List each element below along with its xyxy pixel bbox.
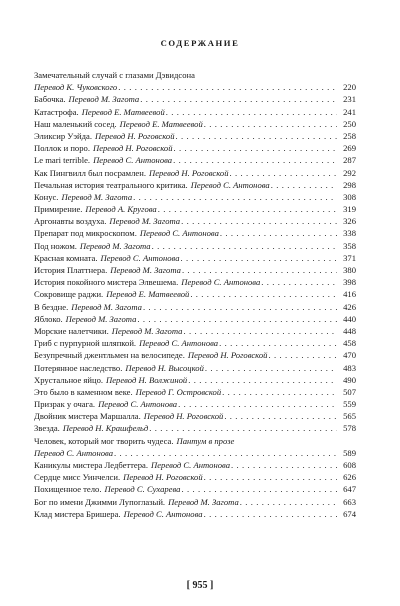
toc-entry	[34, 142, 356, 154]
toc-entry-translator: Перевод М. Загота	[109, 216, 181, 227]
toc-entry-translator: Перевод С. Антонова	[98, 399, 178, 410]
toc-entry-line	[34, 252, 356, 264]
dot-leader	[224, 410, 337, 422]
toc-entry-page: 292	[343, 167, 356, 178]
toc-entry-title: Призрак у очага.	[34, 399, 96, 410]
toc-entry-page: 565	[343, 411, 356, 422]
toc-entry	[34, 386, 356, 398]
toc-entry-title: Сокровище раджи.	[34, 289, 104, 300]
toc-entry-page: 398	[343, 277, 356, 288]
toc-entry-translator: Перевод С. Антонова	[190, 179, 270, 190]
dot-leader	[204, 471, 337, 483]
dot-leader	[140, 93, 337, 105]
toc-entry-line	[34, 93, 356, 105]
toc-entry-translator: Перевод С. Антонова	[34, 447, 114, 458]
toc-entry-line	[34, 215, 356, 227]
toc-entry	[34, 179, 356, 191]
dot-leader	[220, 227, 337, 239]
toc-entry-page: 470	[343, 350, 356, 361]
toc-entry-page: 258	[343, 130, 356, 141]
toc-entry	[34, 422, 356, 434]
page-number: [ 955 ]	[186, 580, 214, 591]
toc-entry	[34, 410, 356, 422]
toc-entry-line	[34, 118, 356, 130]
toc-entry-page: 308	[343, 191, 356, 202]
toc-entry-line	[34, 496, 356, 508]
toc-entry-page: 440	[343, 313, 356, 324]
toc-entry-translator: Перевод С. Антонова	[100, 252, 180, 263]
toc-entry-translator: Перевод М. Загота	[168, 496, 239, 507]
toc-entry	[34, 118, 356, 130]
toc-entry-translator: Перевод Н. Роговской	[94, 130, 175, 141]
toc-entry-title: Наш маленький сосед.	[34, 118, 117, 129]
toc-entry-line	[34, 325, 356, 337]
dot-leader	[188, 374, 337, 386]
toc-entry	[34, 93, 356, 105]
toc-entry-title: Аргонавты воздуха.	[34, 216, 107, 227]
dot-leader	[118, 81, 337, 93]
toc-entry-translator: Перевод С. Антонова	[93, 155, 173, 166]
toc-entry-line	[34, 203, 356, 215]
toc-entry-page: 490	[343, 374, 356, 385]
toc-entry-title: Клад мистера Бришера.	[34, 508, 121, 519]
dot-leader	[205, 362, 337, 374]
toc-entry-title: Хрустальное яйцо.	[34, 374, 104, 385]
toc-entry-translator: Перевод М. Загота	[61, 191, 133, 202]
dot-leader	[181, 483, 337, 495]
toc-entry	[34, 69, 356, 93]
toc-entry-title: Каникулы мистера Ледбеттера.	[34, 460, 148, 470]
dot-leader	[152, 240, 337, 252]
toc-entry-translator: Перевод С. Антонова	[181, 277, 261, 288]
dot-leader	[176, 130, 337, 142]
toc-entry-translator: Перевод М. Загота	[68, 94, 140, 105]
dot-leader	[178, 398, 337, 410]
toc-entry	[34, 337, 356, 349]
toc-entry-translator: Перевод С. Антонова	[151, 460, 231, 470]
toc-entry-line	[34, 106, 356, 118]
toc-entry-line	[34, 154, 356, 166]
toc-entry-page: 269	[343, 143, 356, 154]
toc-entry-page: 608	[343, 460, 356, 470]
toc-entry-line	[34, 301, 356, 313]
toc-entry-page: 250	[343, 118, 356, 129]
toc-entry-translator: Перевод Н. Роговской	[92, 143, 173, 154]
toc-entry-page: 647	[343, 484, 356, 495]
toc-entry-line	[34, 459, 356, 471]
dot-leader	[204, 508, 337, 520]
dot-leader	[219, 337, 337, 349]
toc-entry	[34, 167, 356, 179]
toc-entry-title: Примирение.	[34, 204, 83, 215]
toc-entry-title: Двойник мистера Маршалла.	[34, 411, 141, 422]
toc-entry-page: 371	[343, 252, 356, 263]
dot-leader	[261, 276, 337, 288]
toc-entry-translator-line	[34, 81, 356, 93]
toc-entry	[34, 483, 356, 495]
toc-entry	[34, 191, 356, 203]
toc-entry-line	[34, 483, 356, 495]
toc-entry-translator: Перевод Н. Волжиной	[106, 374, 188, 385]
toc-entry	[34, 508, 356, 520]
dot-leader	[137, 313, 337, 325]
toc-entry	[34, 435, 356, 459]
toc-entry-translator: Перевод С. Антонова	[139, 338, 219, 349]
toc-entry-line	[34, 191, 356, 203]
toc-entry-title: Яблоко.	[34, 313, 63, 324]
toc-entry-title: Звезда.	[34, 423, 60, 434]
toc-entry	[34, 252, 356, 264]
toc-entry	[34, 227, 356, 239]
toc-entry-page: 338	[343, 228, 356, 239]
toc-entry-translator: Перевод М. Загота	[111, 325, 183, 336]
dot-leader	[268, 349, 337, 361]
toc-entry-title: Le mari terrible.	[34, 155, 91, 166]
toc-entry-page: 448	[343, 325, 356, 336]
toc-entry-line	[34, 337, 356, 349]
toc-entry-translator: Перевод М. Загота	[65, 313, 137, 324]
toc-entry	[34, 154, 356, 166]
toc-entry-translator: Перевод Н. Роговской	[187, 350, 268, 361]
toc-entry-page: 483	[343, 362, 356, 373]
toc-entry-page: 358	[343, 240, 356, 251]
toc-entry-translator: Перевод С. Антонова	[123, 508, 203, 519]
toc-entry-title: Эликсир Уэйда.	[34, 130, 92, 141]
dot-leader	[271, 179, 337, 191]
toc-entry-title: Сердце мисс Уинчелси.	[34, 472, 121, 483]
toc-entry-page: 559	[343, 399, 356, 410]
dot-leader	[133, 191, 337, 203]
toc-entry-translator-line	[34, 447, 356, 459]
toc-entry-title: Гриб с пурпурной шляпкой.	[34, 338, 137, 349]
toc-entry-title-line	[34, 435, 356, 447]
toc-entry	[34, 301, 356, 313]
toc-entry-page: 220	[343, 82, 356, 93]
toc-entry	[34, 349, 356, 361]
dot-leader	[158, 203, 337, 215]
toc-entry	[34, 362, 356, 374]
toc-entry-translator: Перевод Н. Высоцкой	[125, 362, 204, 373]
toc-entry	[34, 374, 356, 386]
toc-entry	[34, 215, 356, 227]
toc-entry-page: 241	[343, 106, 356, 117]
toc-entry-line	[34, 313, 356, 325]
toc-entry-title: История покойного мистера Элвешема.	[34, 277, 179, 288]
toc-entry-title: Катастрофа.	[34, 106, 79, 117]
dot-leader	[204, 118, 337, 130]
toc-entry-page: 380	[343, 265, 356, 275]
toc-entry-translator: Перевод К. Чуковского	[34, 82, 118, 93]
toc-entry-title: Похищенное тело.	[34, 484, 102, 495]
toc-entry	[34, 276, 356, 288]
toc-entry	[34, 288, 356, 300]
toc-entry-title: Человек, который мог творить чудеса.	[34, 435, 174, 446]
toc-entry-translator: Перевод Г. Островской	[135, 386, 222, 397]
toc-entry-translator: Перевод А. Кругова	[85, 204, 157, 215]
toc-entry-line	[34, 130, 356, 142]
toc-entry	[34, 496, 356, 508]
toc-entry-translator: Перевод Н. Роговской	[123, 472, 203, 483]
toc-entry-title: Конус.	[34, 191, 59, 202]
toc-entry-line	[34, 410, 356, 422]
toc-entry-title: Препарат под микроскопом.	[34, 228, 137, 239]
toc-entry-line	[34, 179, 356, 191]
toc-entry-title: Замечательный случай с глазами Дэвидсона	[34, 70, 195, 80]
toc-entry-line	[34, 288, 356, 300]
dot-leader	[231, 459, 337, 471]
table-of-contents	[34, 69, 356, 520]
dot-leader	[166, 106, 337, 118]
toc-entry-translator: Перевод Н. Роговской	[148, 167, 229, 178]
toc-entry-title-line	[34, 69, 356, 81]
toc-entry-line	[34, 142, 356, 154]
toc-entry	[34, 459, 356, 471]
toc-entry	[34, 471, 356, 483]
dot-leader	[181, 215, 337, 227]
toc-entry-translator: Перевод Е. Матвеевой	[81, 106, 165, 117]
toc-entry-translator: Перевод Н. Роговской	[143, 411, 224, 422]
toc-entry-page: 319	[343, 204, 356, 215]
toc-entry-title: Под ножом.	[34, 240, 77, 251]
toc-entry-title: Как Пингвилл был посрамлен.	[34, 167, 146, 178]
toc-entry-line	[34, 167, 356, 179]
toc-entry	[34, 325, 356, 337]
toc-entry-page: 626	[343, 472, 356, 483]
toc-entry-line	[34, 386, 356, 398]
toc-entry-line	[34, 240, 356, 252]
dot-leader	[174, 142, 337, 154]
toc-entry-title: В бездне.	[34, 301, 69, 312]
toc-entry-page: 458	[343, 338, 356, 349]
toc-entry-translator: Перевод Н. Крашфельд	[62, 423, 149, 434]
toc-entry-page: 507	[343, 386, 356, 397]
toc-entry-title: Морские налетчики.	[34, 325, 109, 336]
toc-entry-title: Бабочка.	[34, 94, 66, 105]
toc-entry-translator: Перевод Е. Матвеевой	[119, 118, 203, 129]
dot-leader	[114, 447, 337, 459]
toc-entry-title: Печальная история театрального критика.	[34, 179, 188, 190]
toc-entry-line	[34, 349, 356, 361]
dot-leader	[182, 264, 337, 276]
toc-entry-line	[34, 508, 356, 520]
toc-entry-page: 426	[343, 301, 356, 312]
toc-entry-line	[34, 398, 356, 410]
toc-entry-subtitle: Пантум в прозе	[176, 435, 235, 446]
toc-entry-title: Безупречный джентльмен на велосипеде.	[34, 350, 185, 361]
toc-entry-page: 663	[343, 496, 356, 507]
page-title: СОДЕРЖАНИЕ	[160, 38, 240, 48]
dot-leader	[173, 154, 337, 166]
toc-entry-line	[34, 264, 356, 276]
toc-entry	[34, 106, 356, 118]
toc-entry-page: 326	[343, 216, 356, 227]
toc-entry-title: Поллок и поро.	[34, 143, 90, 154]
toc-entry-line	[34, 276, 356, 288]
toc-entry-title: Это было в каменном веке.	[34, 386, 133, 397]
toc-entry-page: 674	[343, 508, 356, 519]
toc-entry-page: 578	[343, 423, 356, 434]
toc-entry-title: Красная комната.	[34, 252, 98, 263]
toc-entry-line	[34, 362, 356, 374]
toc-entry-translator: Перевод М. Загота	[71, 301, 142, 312]
toc-entry-translator: Перевод М. Загота	[79, 240, 151, 251]
toc-entry-translator: Перевод С. Антонова	[139, 228, 219, 239]
toc-entry-line	[34, 374, 356, 386]
toc-entry-page: 287	[343, 155, 356, 166]
toc-entry	[34, 240, 356, 252]
dot-leader	[190, 288, 337, 300]
dot-leader	[143, 301, 337, 313]
dot-leader	[240, 496, 337, 508]
toc-entry	[34, 130, 356, 142]
toc-entry	[34, 313, 356, 325]
toc-entry-translator: Перевод С. Сухарева	[104, 484, 181, 495]
toc-entry	[34, 203, 356, 215]
toc-entry	[34, 398, 356, 410]
toc-entry	[34, 264, 356, 276]
dot-leader	[181, 252, 337, 264]
dot-leader	[183, 325, 337, 337]
toc-entry-page: 589	[343, 447, 356, 458]
toc-entry-title: Бог по имени Джимми Лупоглазый.	[34, 496, 166, 507]
toc-entry-title: История Платтнера.	[34, 265, 108, 275]
toc-entry-page: 416	[343, 289, 356, 300]
dot-leader	[222, 386, 337, 398]
toc-entry-translator: Перевод Е. Матвеевой	[106, 289, 190, 300]
toc-entry-translator: Перевод М. Загота	[110, 265, 181, 275]
dot-leader	[230, 167, 337, 179]
toc-entry-page: 231	[343, 94, 356, 105]
toc-entry-line	[34, 422, 356, 434]
toc-entry-line	[34, 227, 356, 239]
toc-entry-page: 298	[343, 179, 356, 190]
dot-leader	[149, 422, 337, 434]
toc-entry-title: Потерянное наследство.	[34, 362, 123, 373]
toc-entry-line	[34, 471, 356, 483]
